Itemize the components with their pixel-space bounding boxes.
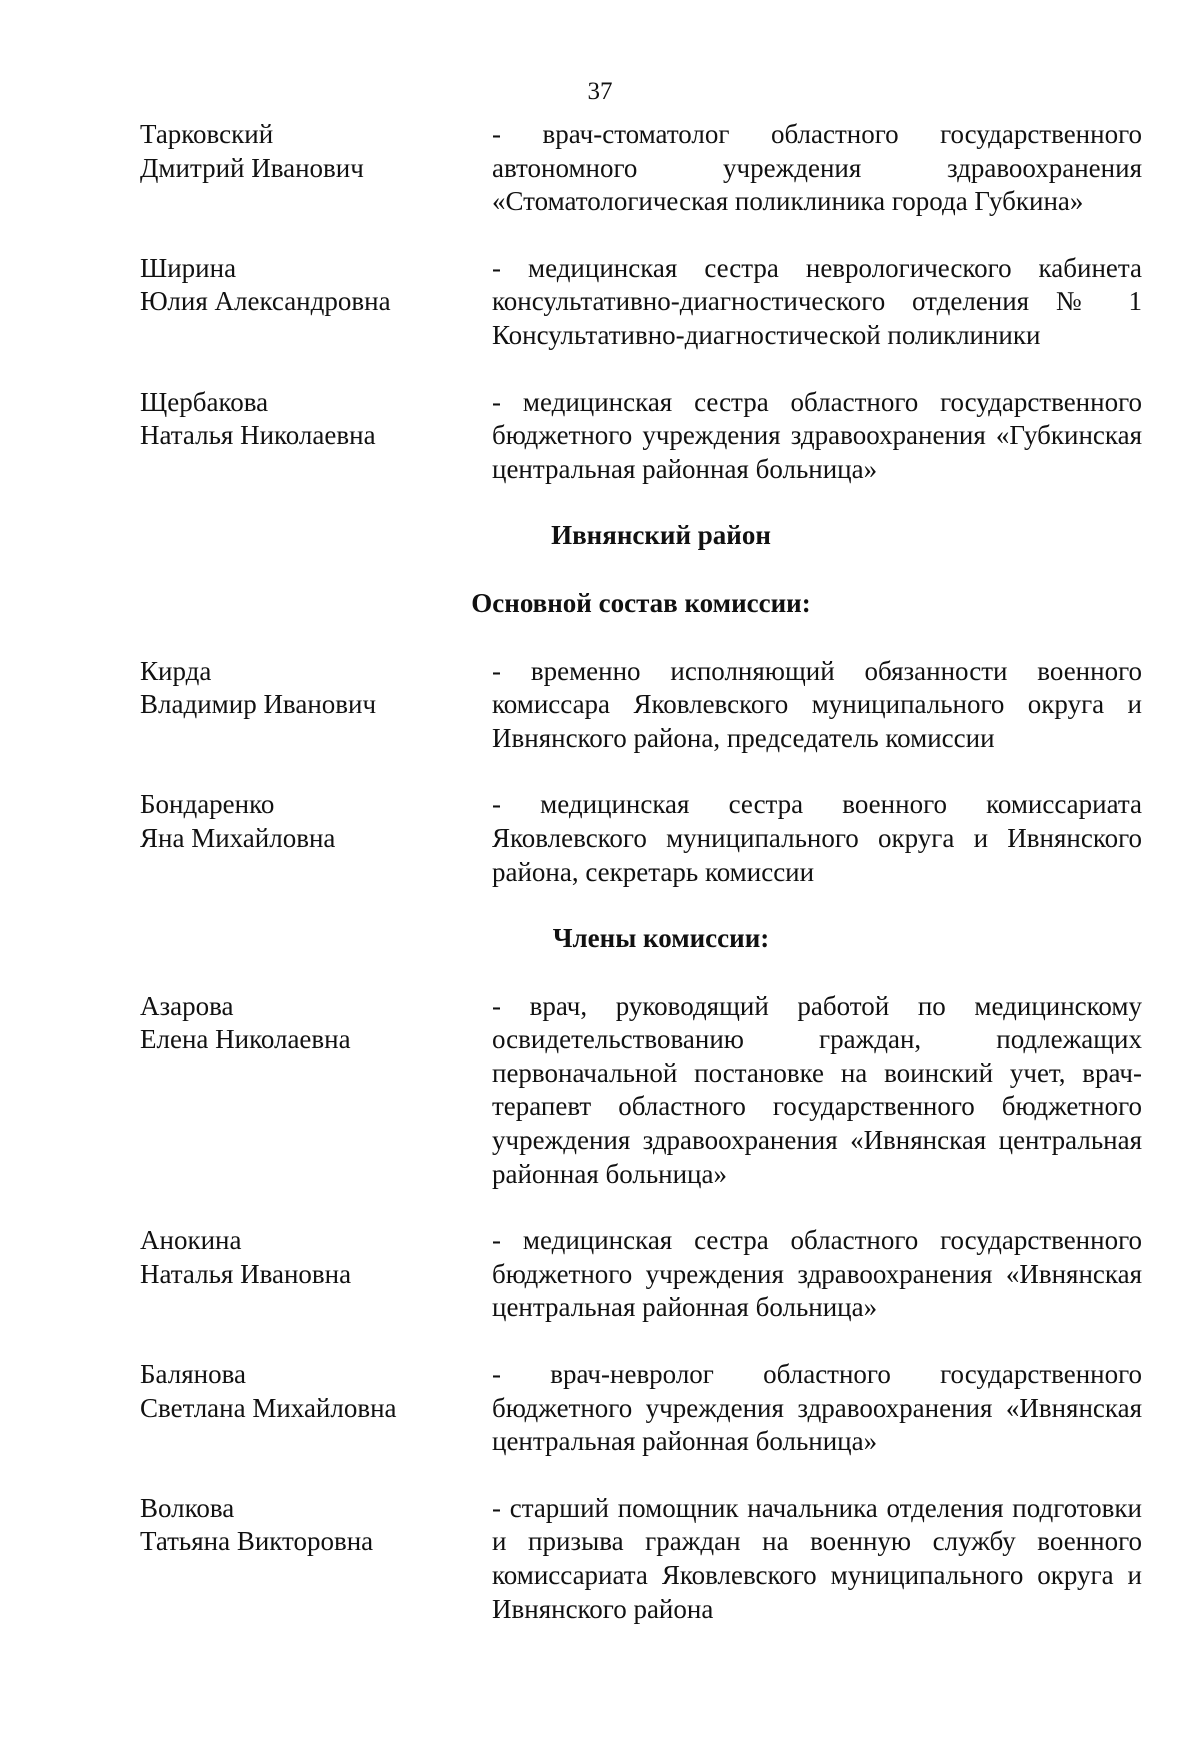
document-content [140, 118, 1142, 1659]
person-name [140, 1224, 492, 1325]
person-position: - медицинская сестра областного государственного бюджетного учреждения здравоохранения «Ивнянская центральная районная больница» [492, 1225, 1142, 1323]
list-item [140, 1358, 1142, 1459]
person-position: - временно исполняющий обязанности военного комиссара Яковлевского муниципального округа и Ивнянского района, председатель комиссии [492, 655, 1142, 753]
person-surname: Щербакова [140, 386, 269, 417]
person-given-name: Светлана Михайловна [140, 1392, 397, 1423]
members-heading: Члены комиссии: [552, 923, 770, 954]
person-position: - старший помощник начальника отделения подготовки и призыва граждан на военную службу военного комиссариата Яковлевского муниципального округа и Ивнянского района [492, 1492, 1142, 1624]
person-position: - врач-стоматолог областного государственного автономного учреждения здравоохранения «Стоматологическая поликлиника города Губкина» [492, 119, 1142, 217]
list-item [140, 252, 1142, 353]
person-name [140, 655, 492, 756]
person-name [140, 1358, 492, 1459]
person-position: - медицинская сестра неврологического кабинета консультативно-диагностического отделения № 1 Консультативно-диагностической поликлиники [492, 252, 1142, 350]
person-given-name: Татьяна Викторовна [140, 1526, 374, 1557]
person-name [140, 1492, 492, 1626]
person-given-name: Яна Михайловна [140, 822, 336, 853]
list-item [140, 655, 1142, 756]
person-surname: Ширина [140, 252, 237, 283]
person-name [140, 252, 492, 353]
district-heading: Ивнянский район [551, 520, 771, 551]
person-given-name: Юлия Александровна [140, 286, 391, 317]
list-item [140, 1224, 1142, 1325]
main-composition-heading: Основной состав комиссии: [471, 587, 811, 618]
person-position: - медицинская сестра областного государственного бюджетного учреждения здравоохранения «Губкинская центральная районная больница» [492, 386, 1142, 484]
list-item [140, 788, 1142, 889]
person-name [140, 386, 492, 487]
page-number: 37 [587, 78, 613, 105]
person-position: - медицинская сестра военного комиссариата Яковлевского муниципального округа и Ивнянского района, секретарь комиссии [492, 789, 1142, 887]
person-surname: Анокина [140, 1225, 242, 1256]
person-given-name: Наталья Николаевна [140, 420, 376, 451]
person-surname: Азарова [140, 990, 234, 1021]
person-name [140, 990, 492, 1192]
person-surname: Кирда [140, 655, 212, 686]
person-position: - врач, руководящий работой по медицинскому освидетельствованию граждан, подлежащих первоначальной постановке на воинский учет, врач-терапевт областного государственного бюджетного учреждения здравоохранения «Ивнянская центральная районная больница» [492, 990, 1142, 1189]
list-item [140, 1492, 1142, 1626]
person-given-name: Наталья Ивановна [140, 1258, 352, 1289]
person-position: - врач-невролог областного государственного бюджетного учреждения здравоохранения «Ивнянская центральная районная больница» [492, 1359, 1142, 1457]
list-item [140, 990, 1142, 1192]
list-item [140, 118, 1142, 219]
person-surname: Волкова [140, 1492, 235, 1523]
person-name [140, 118, 492, 219]
person-name [140, 788, 492, 889]
person-surname: Балянова [140, 1359, 246, 1390]
person-surname: Бондаренко [140, 789, 275, 820]
person-surname: Тарковский [140, 119, 274, 149]
person-given-name: Дмитрий Иванович [140, 152, 364, 183]
person-given-name: Елена Николаевна [140, 1024, 351, 1055]
person-given-name: Владимир Иванович [140, 689, 377, 720]
list-item [140, 386, 1142, 487]
